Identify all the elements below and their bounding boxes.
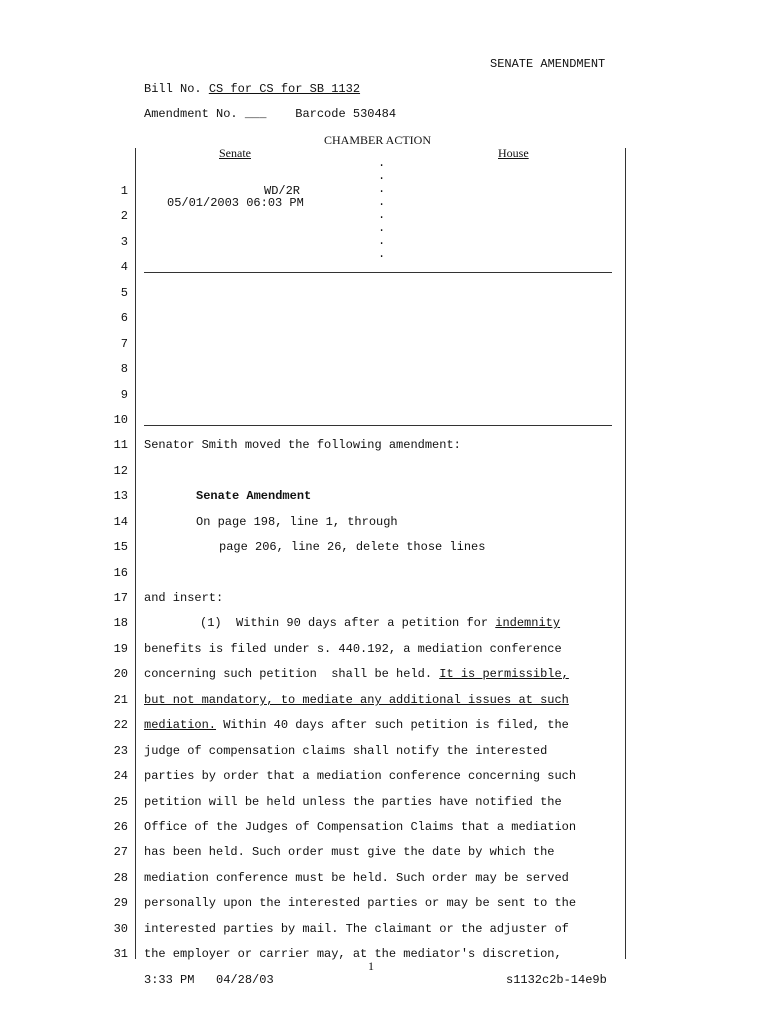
body-line: the employer or carrier may, at the mediator's discretion, bbox=[144, 947, 562, 961]
body-line: parties by order that a mediation conference concerning such bbox=[144, 769, 577, 783]
motion-text: Senator Smith moved the following amendment: bbox=[144, 438, 461, 452]
inserted-text: but not mandatory, to mediate any additional issues at such bbox=[144, 693, 569, 707]
line-number: 12 bbox=[113, 464, 128, 478]
body-line: On page 198, line 1, through bbox=[196, 515, 398, 529]
line-number: 11 bbox=[113, 438, 128, 452]
bill-line bbox=[144, 82, 360, 96]
line-number: 7 bbox=[120, 337, 128, 351]
action-timestamp: 05/01/2003 06:03 PM bbox=[167, 196, 304, 210]
body-text: (1) Within 90 days after a petition for bbox=[200, 616, 496, 630]
line-number: 1 bbox=[120, 184, 128, 198]
body-line: personally upon the interested parties or may be sent to the bbox=[144, 896, 577, 910]
line-number: 13 bbox=[113, 489, 128, 503]
barcode-value: 530484 bbox=[352, 107, 397, 121]
amendment-label: Amendment No. bbox=[144, 107, 238, 121]
line-number: 18 bbox=[113, 616, 128, 630]
section-rule-top bbox=[144, 272, 612, 273]
body-line: petition will be held unless the parties have notified the bbox=[144, 795, 562, 809]
bill-label: Bill No. bbox=[144, 82, 202, 96]
amendment-number: ___ bbox=[244, 107, 267, 121]
body-line: has been held. Such order must give the date by which the bbox=[144, 845, 555, 859]
amendment-heading: Senate Amendment bbox=[196, 489, 312, 503]
body-line bbox=[200, 616, 560, 630]
line-number: 30 bbox=[113, 922, 128, 936]
inserted-text: indemnity bbox=[495, 616, 561, 630]
line-number: 3 bbox=[120, 235, 128, 249]
barcode-label: Barcode bbox=[295, 107, 346, 121]
left-margin-rule bbox=[135, 148, 136, 959]
line-number: 4 bbox=[120, 260, 128, 274]
inserted-text: mediation. bbox=[144, 718, 217, 732]
line-number: 21 bbox=[113, 693, 128, 707]
amendment-line bbox=[144, 107, 396, 121]
right-margin-rule bbox=[625, 148, 626, 959]
line-number: 19 bbox=[113, 642, 128, 656]
body-text: concerning such petition shall be held. bbox=[144, 667, 440, 681]
line-number: 26 bbox=[113, 820, 128, 834]
inserted-text: It is permissible, bbox=[439, 667, 569, 681]
line-number: 22 bbox=[113, 718, 128, 732]
document-id: s1132c2b-14e9b bbox=[506, 973, 607, 987]
senate-action: WD/2R bbox=[264, 184, 301, 198]
line-number: 6 bbox=[120, 311, 128, 325]
line-number: 20 bbox=[113, 667, 128, 681]
line-number: 31 bbox=[113, 947, 128, 961]
body-text: Within 40 days after such petition is filed, the bbox=[216, 718, 569, 732]
footer-date: 04/28/03 bbox=[216, 973, 274, 987]
chamber-action-title: CHAMBER ACTION bbox=[324, 133, 432, 147]
line-number: 23 bbox=[113, 744, 128, 758]
line-number: 29 bbox=[113, 896, 128, 910]
body-line: interested parties by mail. The claimant or the adjuster of bbox=[144, 922, 569, 936]
line-number: 25 bbox=[113, 795, 128, 809]
line-number: 8 bbox=[120, 362, 128, 376]
document-title: SENATE AMENDMENT bbox=[490, 57, 606, 71]
house-label: House bbox=[498, 146, 529, 160]
line-number: 10 bbox=[113, 413, 128, 427]
senate-label: Senate bbox=[219, 146, 251, 160]
body-line bbox=[144, 718, 569, 732]
line-number: 27 bbox=[113, 845, 128, 859]
line-number: 2 bbox=[120, 209, 128, 223]
bill-number: CS for CS for SB 1132 bbox=[208, 82, 361, 96]
body-line bbox=[144, 667, 569, 681]
chamber-separator-dots: . . . . . . . . bbox=[378, 156, 386, 261]
footer-timestamp bbox=[144, 973, 274, 987]
line-number: 15 bbox=[113, 540, 128, 554]
line-number: 16 bbox=[113, 566, 128, 580]
line-number: 17 bbox=[113, 591, 128, 605]
body-line: judge of compensation claims shall notify the interested bbox=[144, 744, 548, 758]
body-line: and insert: bbox=[144, 591, 224, 605]
line-number: 9 bbox=[120, 388, 128, 402]
line-number: 24 bbox=[113, 769, 128, 783]
body-line: Office of the Judges of Compensation Claims that a mediation bbox=[144, 820, 577, 834]
page-number: 1 bbox=[368, 959, 374, 973]
body-line: benefits is filed under s. 440.192, a mediation conference bbox=[144, 642, 562, 656]
line-number: 14 bbox=[113, 515, 128, 529]
line-number: 28 bbox=[113, 871, 128, 885]
footer-time: 3:33 PM bbox=[144, 973, 195, 987]
body-line: page 206, line 26, delete those lines bbox=[219, 540, 486, 554]
body-line: mediation conference must be held. Such order may be served bbox=[144, 871, 569, 885]
section-rule-bottom bbox=[144, 425, 612, 426]
line-number: 5 bbox=[120, 286, 128, 300]
